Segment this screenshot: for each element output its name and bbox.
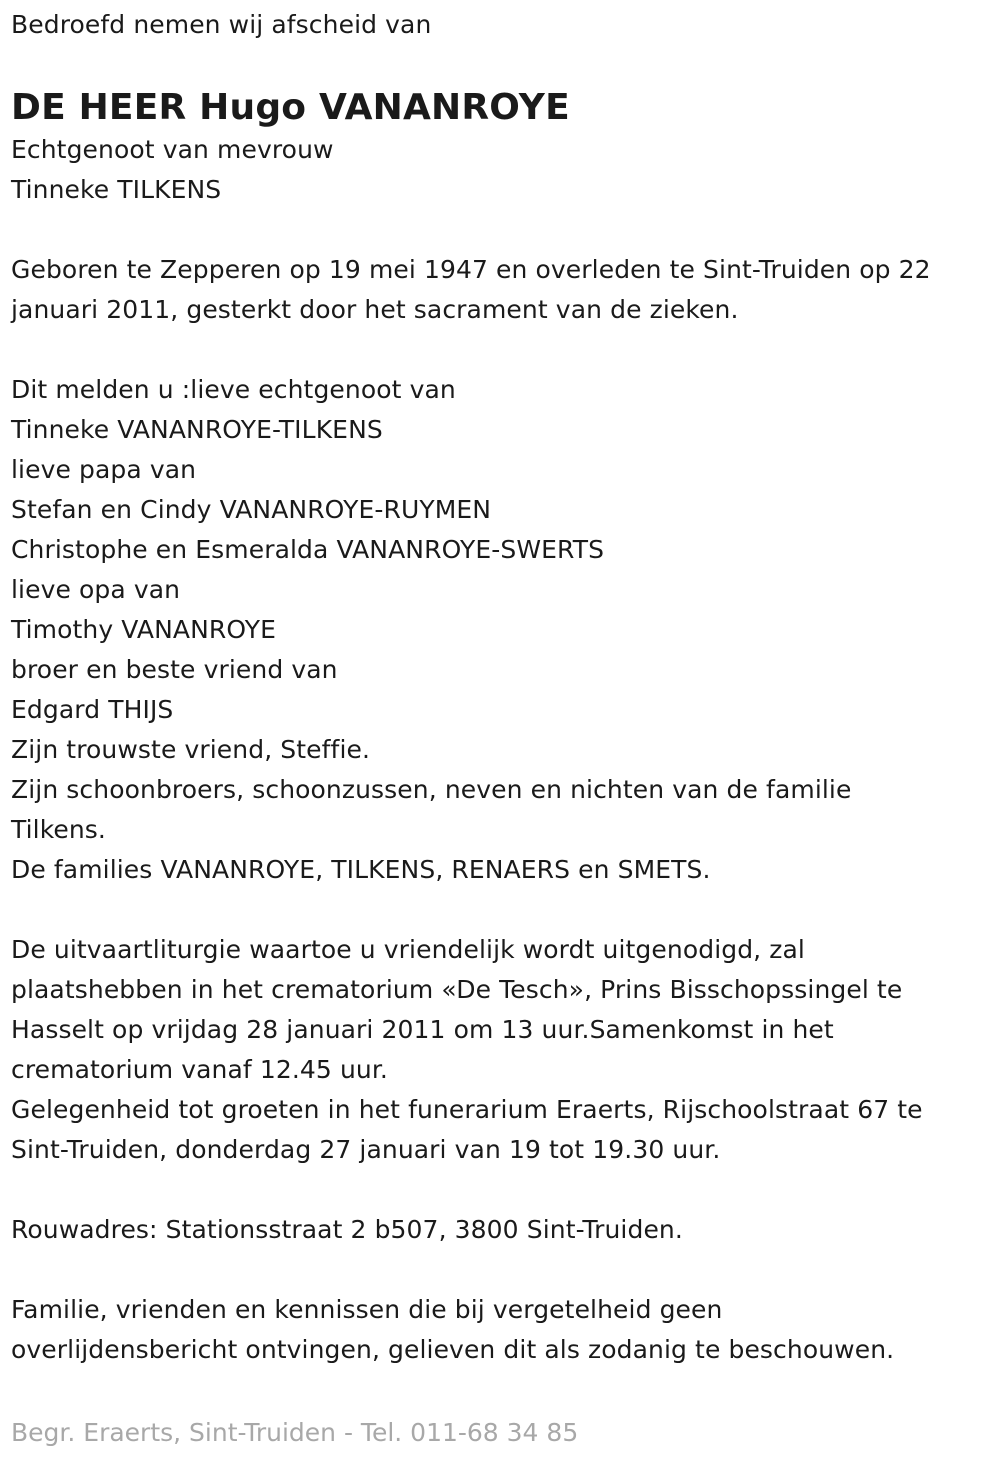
family-line: Tilkens.: [11, 815, 106, 844]
obituary-notice: [11, 0, 991, 1370]
family-line: broer en beste vriend van: [11, 655, 338, 684]
closing-block: [11, 1290, 991, 1370]
spouse-line: Echtgenoot van mevrouw: [11, 135, 334, 164]
family-line: Zijn schoonbroers, schoonzussen, neven en nichten van de familie: [11, 775, 852, 804]
spouse-block: [11, 130, 991, 210]
ceremony-line: plaatshebben in het crematorium «De Tesch», Prins Bisschopssingel te: [11, 975, 903, 1004]
paragraph-gap: [11, 890, 991, 930]
family-line: De families VANANROYE, TILKENS, RENAERS en SMETS.: [11, 855, 711, 884]
paragraph-gap: [11, 210, 991, 250]
family-line: Edgard THIJS: [11, 695, 174, 724]
ceremony-line: Hasselt op vrijdag 28 januari 2011 om 13 uur.Samenkomst in het: [11, 1015, 834, 1044]
family-line: lieve papa van: [11, 455, 197, 484]
family-line: Timothy VANANROYE: [11, 615, 277, 644]
ceremony-block: [11, 930, 991, 1170]
ceremony-line: De uitvaartliturgie waartoe u vriendelijk wordt uitgenodigd, zal: [11, 935, 805, 964]
family-line: Stefan en Cindy VANANROYE-RUYMEN: [11, 495, 492, 524]
closing-line: overlijdensbericht ontvingen, gelieven dit als zodanig te beschouwen.: [11, 1335, 895, 1364]
spouse-line: Tinneke TILKENS: [11, 175, 222, 204]
ceremony-line: crematorium vanaf 12.45 uur.: [11, 1055, 388, 1084]
paragraph-gap: [11, 1250, 991, 1290]
birth-line: januari 2011, gesterkt door het sacrament van de zieken.: [11, 295, 739, 324]
birth-line: Geboren te Zepperen op 19 mei 1947 en overleden te Sint-Truiden op 22: [11, 255, 931, 284]
ceremony-line: Sint-Truiden, donderdag 27 januari van 19 tot 19.30 uur.: [11, 1135, 721, 1164]
intro-text: Bedroefd nemen wij afscheid van: [11, 10, 432, 39]
deceased-name: DE HEER Hugo VANANROYE: [11, 87, 570, 128]
paragraph-gap: [11, 1170, 991, 1210]
family-line: Christophe en Esmeralda VANANROYE-SWERTS: [11, 535, 605, 564]
funeral-home-footer: Begr. Eraerts, Sint-Truiden - Tel. 011-68 34 85: [11, 1418, 579, 1447]
family-line: lieve opa van: [11, 575, 181, 604]
mourning-address: Rouwadres: Stationsstraat 2 b507, 3800 Sint-Truiden.: [11, 1215, 683, 1244]
family-block: [11, 370, 991, 890]
closing-line: Familie, vrienden en kennissen die bij vergetelheid geen: [11, 1295, 723, 1324]
family-line: Zijn trouwste vriend, Steffie.: [11, 735, 371, 764]
family-line: Dit melden u :lieve echtgenoot van: [11, 375, 456, 404]
birth-death-block: [11, 250, 991, 330]
paragraph-gap: [11, 330, 991, 370]
family-line: Tinneke VANANROYE-TILKENS: [11, 415, 383, 444]
ceremony-line: Gelegenheid tot groeten in het funerarium Eraerts, Rijschoolstraat 67 te: [11, 1095, 923, 1124]
